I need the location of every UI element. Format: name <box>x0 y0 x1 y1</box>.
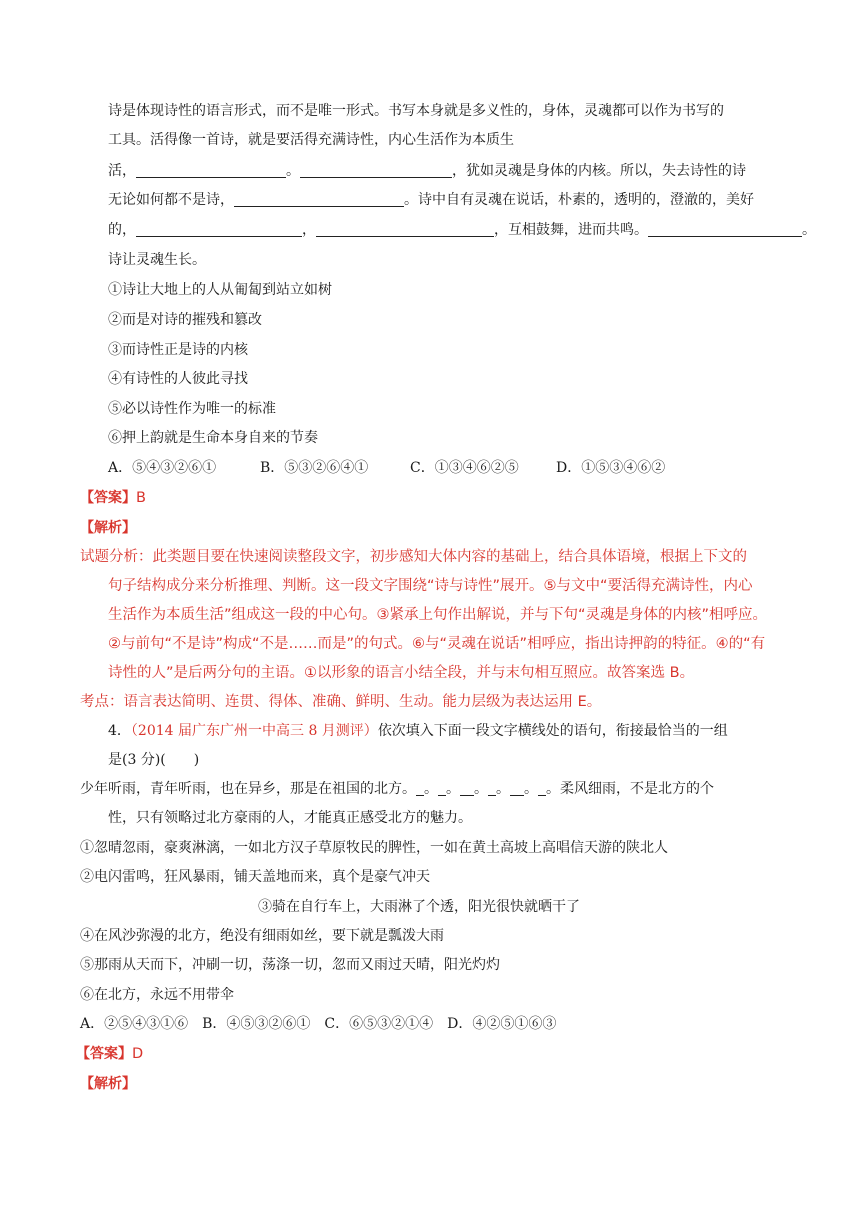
q3-option-2: ②而是对诗的摧残和篡改 <box>108 312 262 328</box>
q3-passage-line-2: 工具。活得像一首诗，就是要活得充满诗性，内心生活作为本质生 <box>108 132 514 148</box>
q4-analysis-label: 【解析】 <box>80 1076 136 1092</box>
q4-stem-line-2: 是(3 分)( ) <box>108 752 200 768</box>
q4-option-3: ③骑在自行车上，大雨淋了个透，阳光很快就晒干了 <box>258 899 580 915</box>
answer-blank <box>648 221 802 237</box>
q4-option-5: ⑤那雨从天而下，冲刷一切，荡涤一切，忽而又雨过天晴，阳光灼灼 <box>80 957 500 973</box>
q3-kaodian: 考点：语言表达简明、连贯、得体、准确、鲜明、生动。能力层级为表达运用 E。 <box>80 694 602 710</box>
q3-analysis-line-2: 句子结构成分来分析推理、判断。这一段文字围绕“诗与诗性”展开。⑤与文中“要活得充满诗性，内心 <box>108 578 753 594</box>
q3-choice-d: D．①⑤③④⑥② <box>556 460 666 476</box>
q3-passage-line-1: 诗是体现诗性的语言形式，而不是唯一形式。书写本身就是多义性的，身体，灵魂都可以作为书写的 <box>108 103 724 119</box>
q3-passage-line-6: 诗让灵魂生长。 <box>108 252 206 268</box>
q3-analysis-line-5: 诗性的人”是后两分句的主语。①以形象的语言小结全段，并与末句相互照应。故答案选 B。 <box>108 665 695 681</box>
answer-blank <box>488 780 496 796</box>
q4-choices: A．②⑤④③①⑥ B．④⑤③②⑥① C．⑥⑤③②①④ D．④②⑤①⑥③ <box>80 1016 557 1032</box>
q3-analysis-line-4: ②与前句“不是诗”构成“不是……而是”的句式。⑥与“灵魂在说话”相呼应，指出诗押韵的特征。④的“有 <box>108 636 766 652</box>
q3-analysis-line-3: 生活作为本质生活”组成这一段的中心句。③紧承上句作出解说，并与下句“灵魂是身体的内核”相呼应。 <box>108 607 768 623</box>
q4-answer: 【答案】D <box>76 1046 144 1062</box>
q3-passage-line-4: 无论如何都不是诗， 。诗中自有灵魂在说话，朴素的，透明的，澄澈的，美好 <box>108 192 754 208</box>
q3-option-4: ④有诗性的人彼此寻找 <box>108 371 248 387</box>
q3-answer: 【答案】B <box>80 490 146 506</box>
answer-blank <box>460 780 474 796</box>
answer-blank <box>510 780 524 796</box>
q3-choice-c: C．①③④⑥②⑤ <box>410 460 519 476</box>
q4-passage-line-2: 性，只有领略过北方豪雨的人，才能真正感受北方的魅力。 <box>108 810 472 826</box>
q4-option-6: ⑥在北方，永远不用带伞 <box>80 987 234 1003</box>
q3-option-5: ⑤必以诗性作为唯一的标准 <box>108 401 276 417</box>
q4-stem-line-1: 4．（2014 届广东广州一中高三 8 月测评）依次填入下面一段文字横线处的语句，衔接最恰当的一组 <box>108 723 728 739</box>
q3-passage-line-3: 活， 。 ，犹如灵魂是身体的内核。所以，失去诗性的诗 <box>108 163 746 179</box>
q4-option-4: ④在风沙弥漫的北方，绝没有细雨如丝，要下就是瓢泼大雨 <box>80 928 444 944</box>
q4-source: （2014 届广东广州一中高三 8 月测评） <box>130 723 378 739</box>
answer-blank <box>416 780 424 796</box>
answer-blank <box>538 780 546 796</box>
q3-choice-a: A．⑤④③②⑥① <box>108 460 217 476</box>
answer-blank <box>234 191 404 207</box>
answer-blank <box>300 162 452 178</box>
answer-blank <box>136 162 286 178</box>
answer-blank <box>136 221 302 237</box>
answer-blank <box>316 221 494 237</box>
q4-option-1: ①忽晴忽雨，豪爽淋漓，一如北方汉子草原牧民的脾性，一如在黄土高坡上高唱信天游的陕北人 <box>80 840 668 856</box>
q3-option-1: ①诗让大地上的人从匍匐到站立如树 <box>108 282 332 298</box>
answer-blank <box>438 780 446 796</box>
q3-analysis-line-1: 试题分析：此类题目要在快速阅读整段文字，初步感知大体内容的基础上，结合具体语境，根据上下文的 <box>80 549 747 565</box>
q4-passage-line-1: 少年听雨，青年听雨，也在异乡，那是在祖国的北方。 。 。 。 。 。 。柔风细雨，不是北方的个 <box>80 781 714 797</box>
q3-passage-line-5: 的， ， ，互相鼓舞，进而共鸣。 。 <box>108 222 816 238</box>
q4-option-2: ②电闪雷鸣，狂风暴雨，铺天盖地而来，真个是豪气冲天 <box>80 869 430 885</box>
q3-choice-b: B．⑤③②⑥④① <box>260 460 369 476</box>
q3-option-6: ⑥押上韵就是生命本身自来的节奏 <box>108 430 318 446</box>
q3-analysis-label: 【解析】 <box>80 520 136 536</box>
q3-option-3: ③而诗性正是诗的内核 <box>108 342 248 358</box>
